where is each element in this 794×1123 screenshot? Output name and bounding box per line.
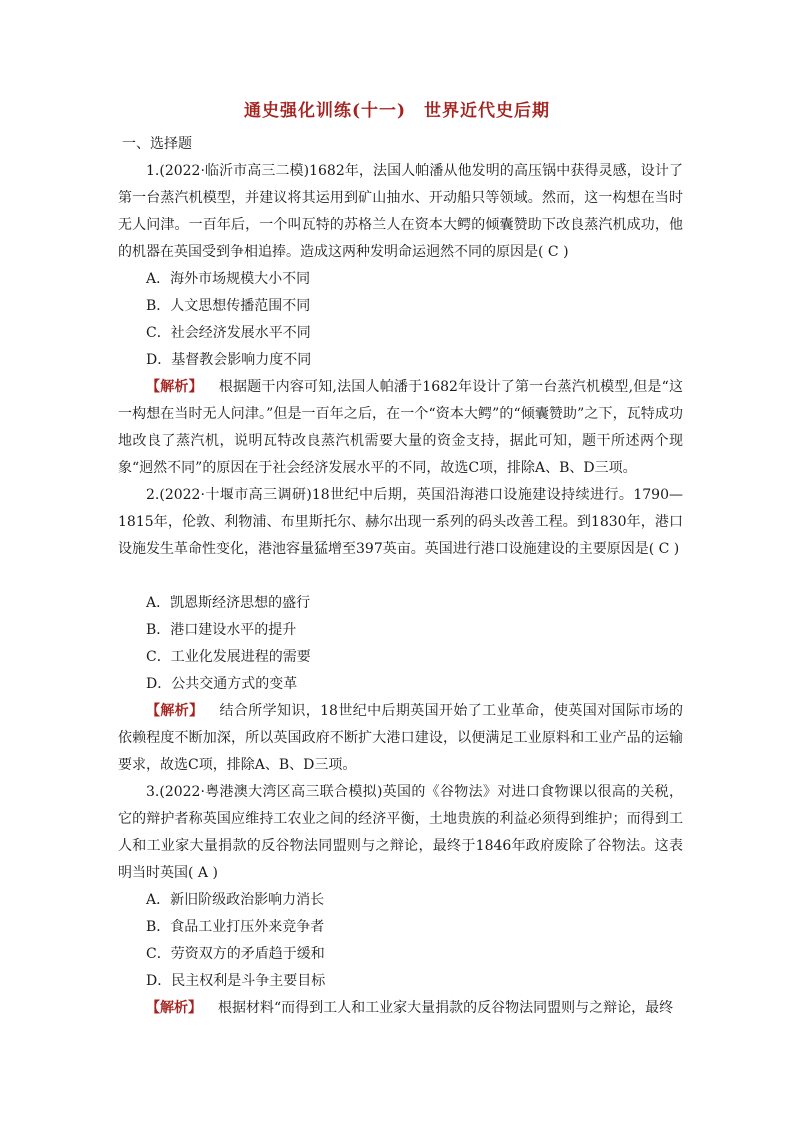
analysis-label: 【解析】 — [146, 1000, 202, 1016]
question-3-analysis — [118, 995, 683, 1022]
question-3-option-b: B．食品工业打压外来竞争者 — [146, 919, 325, 935]
question-1-option-d: D．基督教会影响力度不同 — [146, 352, 312, 368]
question-3-option-c: C．劳资双方的矛盾趋于缓和 — [146, 946, 325, 962]
question-3-stem: 3.(2022·粤港澳大湾区高三联合模拟)英国的《谷物法》对进口食物课以很高的关税，它的辩护者称英国应维持工农业之间的经济平衡，土地贵族的利益必须得到维护；而得到工人和工业家大量捐款的反谷物法同盟则与之辩论，最终于1846年政府废除了谷物法。这表明当时英国( A ) — [118, 784, 683, 881]
question-2-option-c: C．工业化发展进程的需要 — [146, 649, 311, 665]
question-2-option-b: B．港口建设水平的提升 — [146, 622, 297, 638]
analysis-text: 根据材料“而得到工人和工业家大量捐款的反谷物法同盟则与之辩论，最终 — [218, 1000, 674, 1016]
question-3-option-d: D．民主权利是斗争主要目标 — [146, 973, 326, 989]
analysis-text: 根据题干内容可知,法国人帕潘于1682年设计了第一台蒸汽机模型,但是“这一构想在当时无人问津。”但是一百年之后，在一个“资本大鳄”的“倾囊赞助”之下，瓦特成功地改良了蒸汽机，说明瓦特改良蒸汽机需要大量的资金支持，据此可知，题干所述两个现象“迥然不同”的原因在于社会经济发展水平的不同，故选C项，排除A、B、D三项。 — [118, 379, 683, 476]
analysis-label: 【解析】 — [146, 703, 204, 719]
analysis-label: 【解析】 — [146, 379, 203, 395]
question-1-analysis — [118, 374, 683, 482]
question-1-option-c: C．社会经济发展水平不同 — [146, 325, 311, 341]
question-2-option-a: A．凯恩斯经济思想的盛行 — [146, 595, 311, 611]
question-2-option-d: D．公共交通方式的变革 — [146, 676, 298, 692]
question-1-stem: 1.(2022·临沂市高三二模)1682年，法国人帕潘从他发明的高压锅中获得灵感，设计了第一台蒸汽机模型，并建议将其运用到矿山抽水、开动船只等领域。然而，这一构想在当时无人问津。一百年后，一个叫瓦特的苏格兰人在资本大鳄的倾囊赞助下改良蒸汽机成功，他的机器在英国受到争相追捧。造成这两种发明命运迥然不同的原因是( C ) — [118, 163, 683, 260]
analysis-text: 结合所学知识，18世纪中后期英国开始了工业革命，使英国对国际市场的依赖程度不断加深，所以英国政府不断扩大港口建设，以便满足工业原料和工业产品的运输要求，故选C项，排除A、B、D三项。 — [118, 703, 683, 773]
question-2-stem: 2.(2022·十堰市高三调研)18世纪中后期，英国沿海港口设施建设持续进行。1790—1815年，伦敦、利物浦、布里斯托尔、赫尔出现一系列的码头改善工程。到1830年，港口设施发生革命性变化，港池容量猛增至397英亩。英国进行港口设施建设的主要原因是( C ) — [118, 487, 683, 557]
question-2-analysis — [118, 698, 683, 779]
question-1-option-b: B．人文思想传播范围不同 — [146, 298, 311, 314]
page-title: 通史强化训练(十一) 世界近代史后期 — [243, 101, 551, 121]
question-1-option-a: A．海外市场规模大小不同 — [146, 271, 311, 287]
section-heading: 一、选择题 — [122, 136, 192, 152]
question-3-option-a: A．新旧阶级政治影响力消长 — [146, 892, 325, 908]
